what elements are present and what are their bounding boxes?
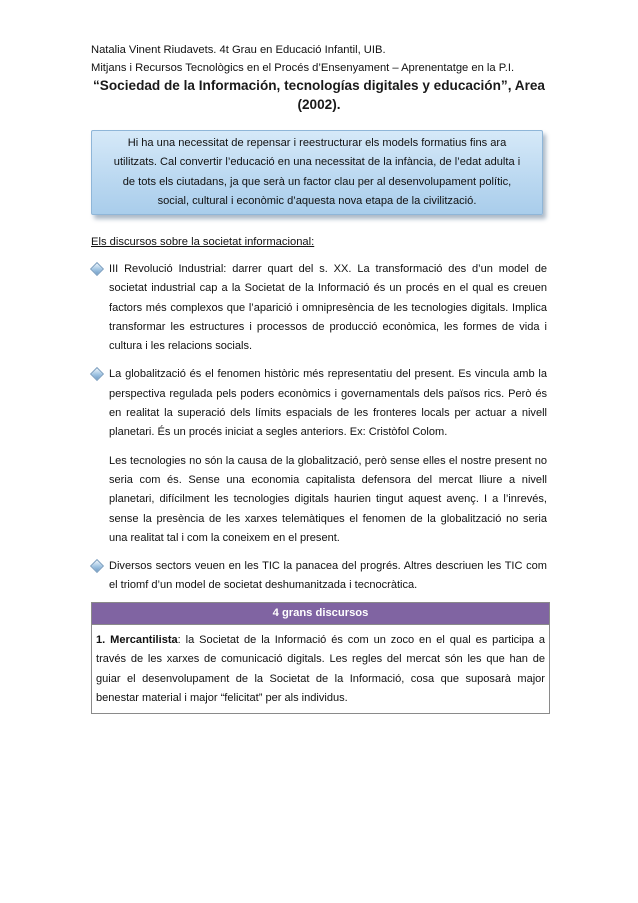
bullet-item <box>91 365 547 442</box>
header-author-line: Natalia Vinent Riudavets. 4t Grau en Educació Infantil, UIB. <box>91 44 386 56</box>
document-title <box>91 76 547 114</box>
bullet-list <box>91 260 547 605</box>
paragraph-text: Les tecnologies no són la causa de la globalització, però sense elles el nostre present no seria com és. Sense una economia capitalista defensora del mercat lliure a nivell planetari, difícilment les tecnologies digitals haurien tingut aquest avenç. I a l’inrevés, sense la presència de les xarxes telemàtiques el fenomen de la globalització no seria una realitat tal i com la coneixem en el present. <box>109 454 547 544</box>
bullet-text: La globalització és el fenomen històric més representatiu del present. Es vincula amb la perspectiva regulada pels poders econòmics i governamentals dels països rics. Però és en realitat la superació dels límits espacials de les fronteres locals per actuar a nivell planetari. És un procés iniciat a segles anteriors. Ex: Cristòfol Colom. <box>109 368 547 439</box>
indented-paragraph <box>91 452 547 548</box>
highlight-quote-box <box>91 130 543 215</box>
bullet-item <box>91 557 547 596</box>
quote-line-2: utilitzats. Cal convertir l’educació en una necessitat de la infància, de l’edat adulta i <box>113 156 521 169</box>
title-line-1: “Sociedad de la Información, tecnologías digitales y educación”, Area <box>93 78 545 93</box>
header-course-line: Mitjans i Recursos Tecnològics en el Procés d’Ensenyament – Aprenentatge en la P.I. <box>91 62 515 74</box>
table-header-cell: 4 grans discursos <box>92 603 549 625</box>
bullet-text: III Revolució Industrial: darrer quart del s. XX. La transformació des d’un model de societat industrial cap a la Societat de la Informació és un procés en el qual es creuen factors més complexos que l’aparició i omnipresència de les tecnologies digitals. Implica transformar les estructures i processos de producció econòmica, les formes de vida i cultura i les relacions socials. <box>109 263 547 353</box>
title-line-2: (2002). <box>297 97 341 112</box>
diamond-bullet-icon <box>90 262 104 276</box>
bullet-text: Diversos sectors veuen en les TIC la panacea del progrés. Altres descriuen les TIC com el triomf d’un model de societat deshumanitzada i tecnocràtica. <box>109 560 547 592</box>
discourses-table <box>91 602 550 714</box>
bullet-item <box>91 260 547 356</box>
quote-line-4: social, cultural i econòmic d’aquesta nova etapa de la civilització. <box>157 195 477 208</box>
table-body-cell <box>92 625 549 708</box>
diamond-bullet-icon <box>90 367 104 381</box>
row-text: : la Societat de la Informació és com un zoco en el qual es participa a través de les xarxes de comunicació digitals. Les regles del mercat són les que han de guiar el desenvolupament de la Societat de la Informació, cosa que suposarà major benestar material i major “felicitat” per als individus. <box>96 634 545 704</box>
document-header <box>91 41 561 77</box>
diamond-bullet-icon <box>90 559 104 573</box>
section-heading: Els discursos sobre la societat informacional: <box>91 236 315 248</box>
row-label: 1. Mercantilista <box>96 634 178 646</box>
quote-line-3: de tots els ciutadans, ja que serà un factor clau per al desenvolupament polític, <box>122 175 512 188</box>
quote-line-1: Hi ha una necessitat de repensar i reestructurar els models formatius fins ara <box>127 137 507 149</box>
